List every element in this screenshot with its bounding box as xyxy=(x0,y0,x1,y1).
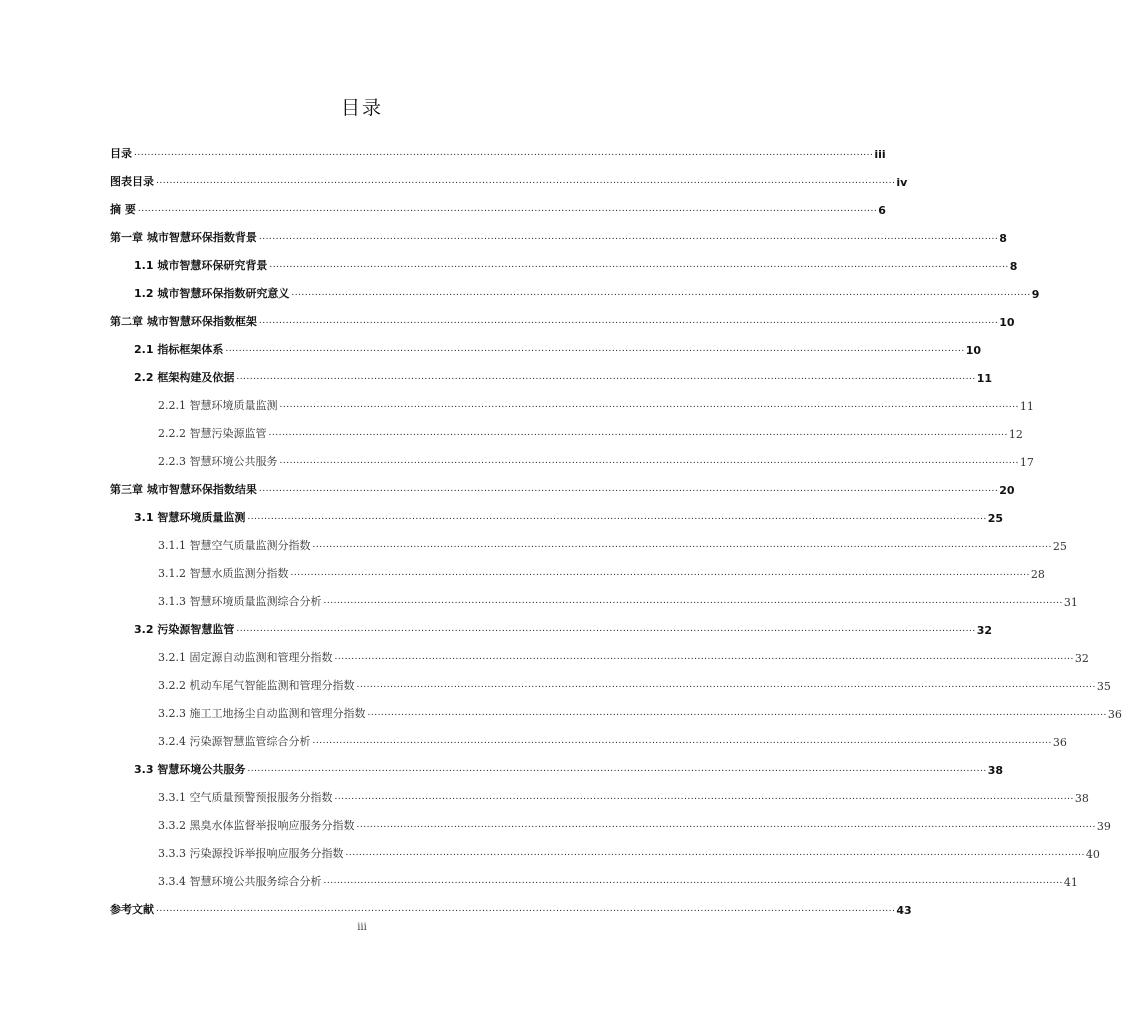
toc-entry-label: 2.2.1 智慧环境质量监测 xyxy=(158,399,278,412)
toc-entry[interactable] xyxy=(158,811,1111,833)
toc-entry[interactable] xyxy=(134,335,982,357)
toc-entry-page-number: 8 xyxy=(1009,260,1018,273)
toc-entry-page-number: iii xyxy=(874,148,886,161)
toc-entry-label: 3.2.3 施工工地扬尘自动监测和管理分指数 xyxy=(158,707,366,720)
dot-leader: ............................................................................................................................................................................................................................ xyxy=(312,540,1052,550)
toc-entry-label: 3.3.4 智慧环境公共服务综合分析 xyxy=(158,875,322,888)
toc-entry-label: 3.3.3 污染源投诉举报响应服务分指数 xyxy=(158,847,344,860)
toc-entry[interactable] xyxy=(158,587,1078,609)
toc-entry-label: 1.2 城市智慧环保指数研究意义 xyxy=(134,287,290,300)
dot-leader: ............................................................................................................................................................................................................................ xyxy=(258,232,999,242)
dot-leader: ............................................................................................................................................................................................................................ xyxy=(367,708,1107,718)
toc-entry-label: 3.2.4 污染源智慧监管综合分析 xyxy=(158,735,311,748)
toc-entry-label: 2.1 指标框架体系 xyxy=(134,343,224,356)
toc-entry-page-number: 17 xyxy=(1019,456,1034,469)
toc-entry-label: 3.2.2 机动车尾气智能监测和管理分指数 xyxy=(158,679,355,692)
toc-entry-page-number: 41 xyxy=(1063,876,1078,889)
toc-entry[interactable] xyxy=(134,251,1018,273)
dot-leader: ............................................................................................................................................................................................................................ xyxy=(258,484,999,494)
toc-entry-label: 3.2 污染源智慧监管 xyxy=(134,623,235,636)
toc-entry-page-number: 11 xyxy=(1019,400,1034,413)
dot-leader: ............................................................................................................................................................................................................................ xyxy=(290,568,1030,578)
toc-entry[interactable] xyxy=(158,531,1067,553)
dot-leader: ............................................................................................................................................................................................................................ xyxy=(258,316,999,326)
dot-leader: ............................................................................................................................................................................................................................ xyxy=(134,148,874,158)
toc-entry[interactable] xyxy=(110,195,886,217)
toc-entry[interactable] xyxy=(158,783,1089,805)
dot-leader: ............................................................................................................................................................................................................................ xyxy=(156,176,896,186)
toc-entry[interactable] xyxy=(110,895,912,917)
dot-leader: ............................................................................................................................................................................................................................ xyxy=(356,680,1096,690)
toc-entry-label: 1.1 城市智慧环保研究背景 xyxy=(134,259,268,272)
dot-leader: ............................................................................................................................................................................................................................ xyxy=(225,344,965,354)
page-number-footer: iii xyxy=(357,922,367,933)
toc-entry[interactable] xyxy=(158,839,1100,861)
dot-leader: ............................................................................................................................................................................................................................ xyxy=(345,848,1085,858)
toc-entry-page-number: 11 xyxy=(976,372,993,385)
toc-entry[interactable] xyxy=(134,503,1004,525)
page-title: 目录 xyxy=(340,97,383,119)
toc-entry-label: 2.2 框架构建及依据 xyxy=(134,371,235,384)
toc-entry-page-number: 8 xyxy=(999,232,1007,245)
toc-entry-page-number: 25 xyxy=(1052,540,1067,553)
toc-entry-page-number: 10 xyxy=(965,344,982,357)
toc-entry-page-number: 40 xyxy=(1085,848,1100,861)
toc-entry[interactable] xyxy=(134,363,993,385)
toc-entry-label: 第三章 城市智慧环保指数结果 xyxy=(110,483,257,496)
toc-entry-page-number: 35 xyxy=(1096,680,1111,693)
toc-entry-page-number: 36 xyxy=(1107,708,1122,721)
toc-entry-label: 3.3 智慧环境公共服务 xyxy=(134,763,246,776)
toc-entry[interactable] xyxy=(110,307,1015,329)
dot-leader: ............................................................................................................................................................................................................................ xyxy=(334,652,1074,662)
toc-entry-label: 2.2.2 智慧污染源监管 xyxy=(158,427,267,440)
toc-entry[interactable] xyxy=(134,615,993,637)
dot-leader: ............................................................................................................................................................................................................................ xyxy=(247,764,987,774)
toc-entry[interactable] xyxy=(110,475,1015,497)
dot-leader: ............................................................................................................................................................................................................................ xyxy=(236,624,976,634)
toc-entry-label: 图表目录 xyxy=(110,175,154,188)
toc-entry-page-number: 38 xyxy=(1074,792,1089,805)
toc-entry-label: 摘 要 xyxy=(110,203,136,216)
dot-leader: ............................................................................................................................................................................................................................ xyxy=(323,876,1063,886)
toc-entry[interactable] xyxy=(158,671,1111,693)
dot-leader: ............................................................................................................................................................................................................................ xyxy=(356,820,1096,830)
toc-entry-label: 第一章 城市智慧环保指数背景 xyxy=(110,231,257,244)
toc-entry-label: 3.1.3 智慧环境质量监测综合分析 xyxy=(158,595,322,608)
toc-entry-page-number: iv xyxy=(896,176,908,189)
toc-entry-page-number: 9 xyxy=(1031,288,1040,301)
toc-entry[interactable] xyxy=(158,643,1089,665)
toc-entry-label: 2.2.3 智慧环境公共服务 xyxy=(158,455,278,468)
toc-entry-page-number: 32 xyxy=(976,624,993,637)
toc-entry-page-number: 43 xyxy=(896,904,912,917)
dot-leader: ............................................................................................................................................................................................................................ xyxy=(236,372,976,382)
toc-entry-page-number: 36 xyxy=(1052,736,1067,749)
dot-leader: ............................................................................................................................................................................................................................ xyxy=(247,512,987,522)
dot-leader: ............................................................................................................................................................................................................................ xyxy=(334,792,1074,802)
toc-entry-label: 参考文献 xyxy=(110,903,154,916)
toc-entry[interactable] xyxy=(158,727,1067,749)
toc-entry-page-number: 38 xyxy=(987,764,1004,777)
toc-entry[interactable] xyxy=(158,419,1023,441)
dot-leader: ............................................................................................................................................................................................................................ xyxy=(291,288,1031,298)
toc-entry-label: 3.1.2 智慧水质监测分指数 xyxy=(158,567,289,580)
toc-entry-label: 第二章 城市智慧环保指数框架 xyxy=(110,315,257,328)
toc-entry[interactable] xyxy=(110,223,1007,245)
dot-leader: ............................................................................................................................................................................................................................ xyxy=(312,736,1052,746)
toc-entry-label: 3.3.2 黑臭水体监督举报响应服务分指数 xyxy=(158,819,355,832)
toc-entry-page-number: 12 xyxy=(1008,428,1023,441)
toc-entry-page-number: 32 xyxy=(1074,652,1089,665)
toc-entry-label: 3.1.1 智慧空气质量监测分指数 xyxy=(158,539,311,552)
toc-entry[interactable] xyxy=(134,279,1040,301)
toc-entry-page-number: 10 xyxy=(999,316,1015,329)
toc-entry-label: 目录 xyxy=(110,147,132,160)
toc-entry[interactable] xyxy=(158,699,1122,721)
toc-entry-label: 3.2.1 固定源自动监测和管理分指数 xyxy=(158,651,333,664)
toc-entry-page-number: 28 xyxy=(1030,568,1045,581)
toc-entry-page-number: 25 xyxy=(987,512,1004,525)
dot-leader: ............................................................................................................................................................................................................................ xyxy=(269,260,1009,270)
toc-entry[interactable] xyxy=(158,559,1045,581)
toc-entry-page-number: 6 xyxy=(878,204,886,217)
toc-entry[interactable] xyxy=(158,447,1034,469)
toc-entry[interactable] xyxy=(110,167,908,189)
dot-leader: ............................................................................................................................................................................................................................ xyxy=(137,204,878,214)
toc-entry-label: 3.1 智慧环境质量监测 xyxy=(134,511,246,524)
toc-entry[interactable] xyxy=(158,867,1078,889)
dot-leader: ............................................................................................................................................................................................................................ xyxy=(156,904,896,914)
toc-entry-label: 3.3.1 空气质量预警预报服务分指数 xyxy=(158,791,333,804)
toc-entry[interactable] xyxy=(158,391,1034,413)
dot-leader: ............................................................................................................................................................................................................................ xyxy=(279,400,1019,410)
toc-entry-page-number: 20 xyxy=(999,484,1015,497)
dot-leader: ............................................................................................................................................................................................................................ xyxy=(279,456,1019,466)
dot-leader: ............................................................................................................................................................................................................................ xyxy=(323,596,1063,606)
toc-entry[interactable] xyxy=(134,755,1004,777)
toc-entry-page-number: 39 xyxy=(1096,820,1111,833)
dot-leader: ............................................................................................................................................................................................................................ xyxy=(268,428,1008,438)
toc-entry[interactable] xyxy=(110,139,886,161)
toc-entry-page-number: 31 xyxy=(1063,596,1078,609)
